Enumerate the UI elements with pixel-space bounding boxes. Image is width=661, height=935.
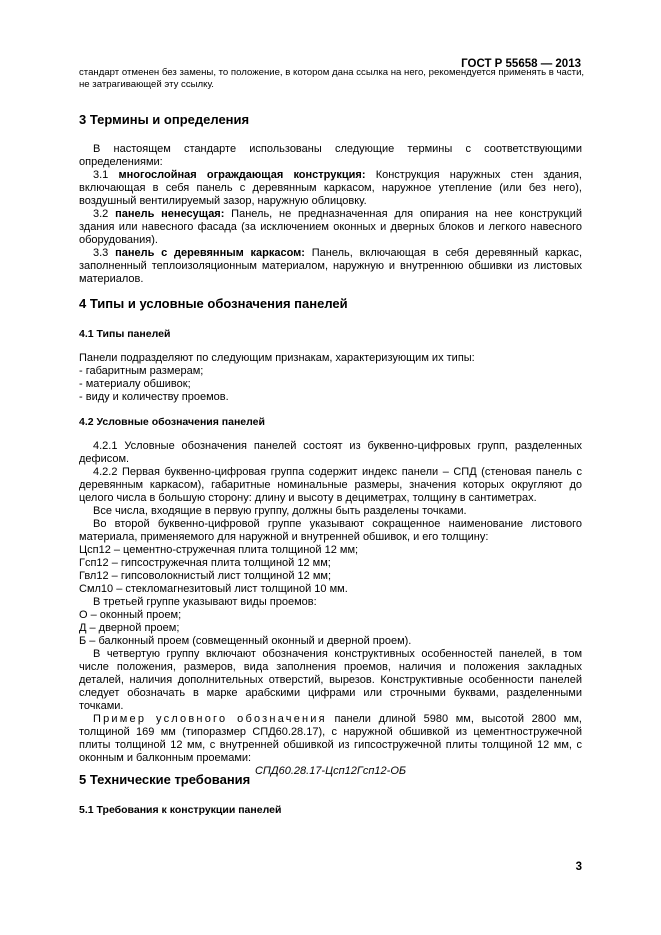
paragraph: В третьей группе указывают виды проемов: (93, 596, 317, 608)
page-number: 3 (575, 861, 582, 873)
intro-text (79, 67, 585, 90)
intro-line-1: стандарт отменен без замены, то положение, в котором дана ссылка на него, рекомендуется применять в части, (79, 67, 585, 78)
term-name: многослойная ограждающая конструкция: (118, 169, 366, 181)
term-number: 3.1 (93, 169, 109, 181)
example-label: Пример условного обозначения (93, 713, 327, 725)
subsection-4-2-title: 4.2 Условные обозначения панелей (79, 416, 265, 428)
term-3-3 (79, 247, 582, 286)
paragraph: Все числа, входящие в первую группу, должны быть разделены точками. (93, 505, 467, 517)
subsection-4-1-body (79, 352, 582, 404)
intro-line-2: не затрагивающей эту ссылку. (79, 78, 214, 90)
document-header: ГОСТ Р 55658 — 2013 (461, 58, 581, 70)
material-item: Смл10 – стекломагнезитовый лист толщиной 10 мм. (79, 583, 348, 595)
term-number: 3.3 (93, 247, 109, 259)
list-intro: Панели подразделяют по следующим признакам, характеризующим их типы: (79, 352, 475, 364)
paragraph: В четвертую группу включают обозначения конструктивных особенностей панелей, в том числе положения, размеров, вида заполнения проемов, наличия и положения закладных деталей, наличия дополнительных отверстий, вырезов. Конструктивные особенности панелей следует обозначать в марке арабскими цифрами или строчными буквами, разделенными точками. (79, 648, 582, 712)
opening-item: О – оконный проем; (79, 609, 182, 621)
example-paragraph (79, 713, 582, 765)
section-3-title: 3 Термины и определения (79, 112, 250, 127)
opening-item: Д – дверной проем; (79, 622, 180, 634)
section-5-title: 5 Технические требования (79, 772, 251, 787)
section-3-intro: В настоящем стандарте использованы следующие термины с соответствующими определениями: (79, 143, 582, 168)
section-3-body (79, 143, 582, 286)
subsection-4-1-title: 4.1 Типы панелей (79, 328, 171, 340)
paragraph-4-2-2: 4.2.2 Первая буквенно-цифровая группа содержит индекс панели – СПД (стеновая панель с деревянным каркасом), габаритные номинальные размеры, значения которых округляют до целого числа в большую сторону: длину и высоту в дециметрах, толщину в сантиметрах. (79, 466, 582, 504)
term-3-1 (79, 169, 582, 208)
subsection-4-2-body (79, 440, 582, 778)
paragraph-4-2-1: 4.2.1 Условные обозначения панелей состоят из буквенно-цифровых групп, разделенных дефисом. (79, 440, 582, 465)
list-item: - габаритным размерам; (79, 365, 204, 377)
term-3-2 (79, 208, 582, 247)
term-number: 3.2 (93, 208, 109, 220)
term-name: панель с деревянным каркасом: (115, 247, 305, 259)
example-code: СПД60.28.17-Цсп12Гсп12-ОБ (254, 765, 407, 777)
term-name: панель ненесущая: (115, 208, 225, 220)
material-item: Гсп12 – гипсостружечная плита толщиной 12 мм; (79, 557, 331, 569)
example-text: панели длиной 5980 мм, высотой 2800 мм, толщиной 169 мм (типоразмер СПД60.28.17), с наружной обшивкой из цементностружечной плиты толщиной 12 мм, с внутренней обшивкой из гипсостружечной плиты толщиной 12 мм, с оконным и балконным проемами: (79, 713, 582, 764)
term-definition: Панель, включающая в себя деревянный каркас, заполненный теплоизоляционным материалом, наружную и внутреннюю обшивки из листовых материалов. (79, 247, 583, 285)
list-item: - виду и количеству проемов. (79, 391, 229, 403)
opening-item: Б – балконный проем (совмещенный оконный и дверной проем). (79, 635, 412, 647)
material-item: Цсп12 – цементно-стружечная плита толщиной 12 мм; (79, 544, 359, 556)
subsection-5-1-title: 5.1 Требования к конструкции панелей (79, 804, 282, 816)
term-definition: Панель, не предназначенная для опирания на нее конструкций здания или навесного фасада (за исключением оконных и дверных блоков и легкого навесного оборудования). (79, 208, 582, 246)
paragraph: Во второй буквенно-цифровой группе указывают сокращенное наименование листового материала, применяемого для наружной и внутренней обшивок, и его толщину: (79, 518, 582, 543)
section-4-title: 4 Типы и условные обозначения панелей (79, 296, 348, 311)
material-item: Гвл12 – гипсоволокнистый лист толщиной 12 мм; (79, 570, 332, 582)
list-item: - материалу обшивок; (79, 378, 191, 390)
term-definition: Конструкция наружных стен здания, включающая в себя панель с деревянным каркасом, наружное утепление (или без него), воздушный вентилируемый зазор, наружную облицовку. (79, 169, 582, 207)
